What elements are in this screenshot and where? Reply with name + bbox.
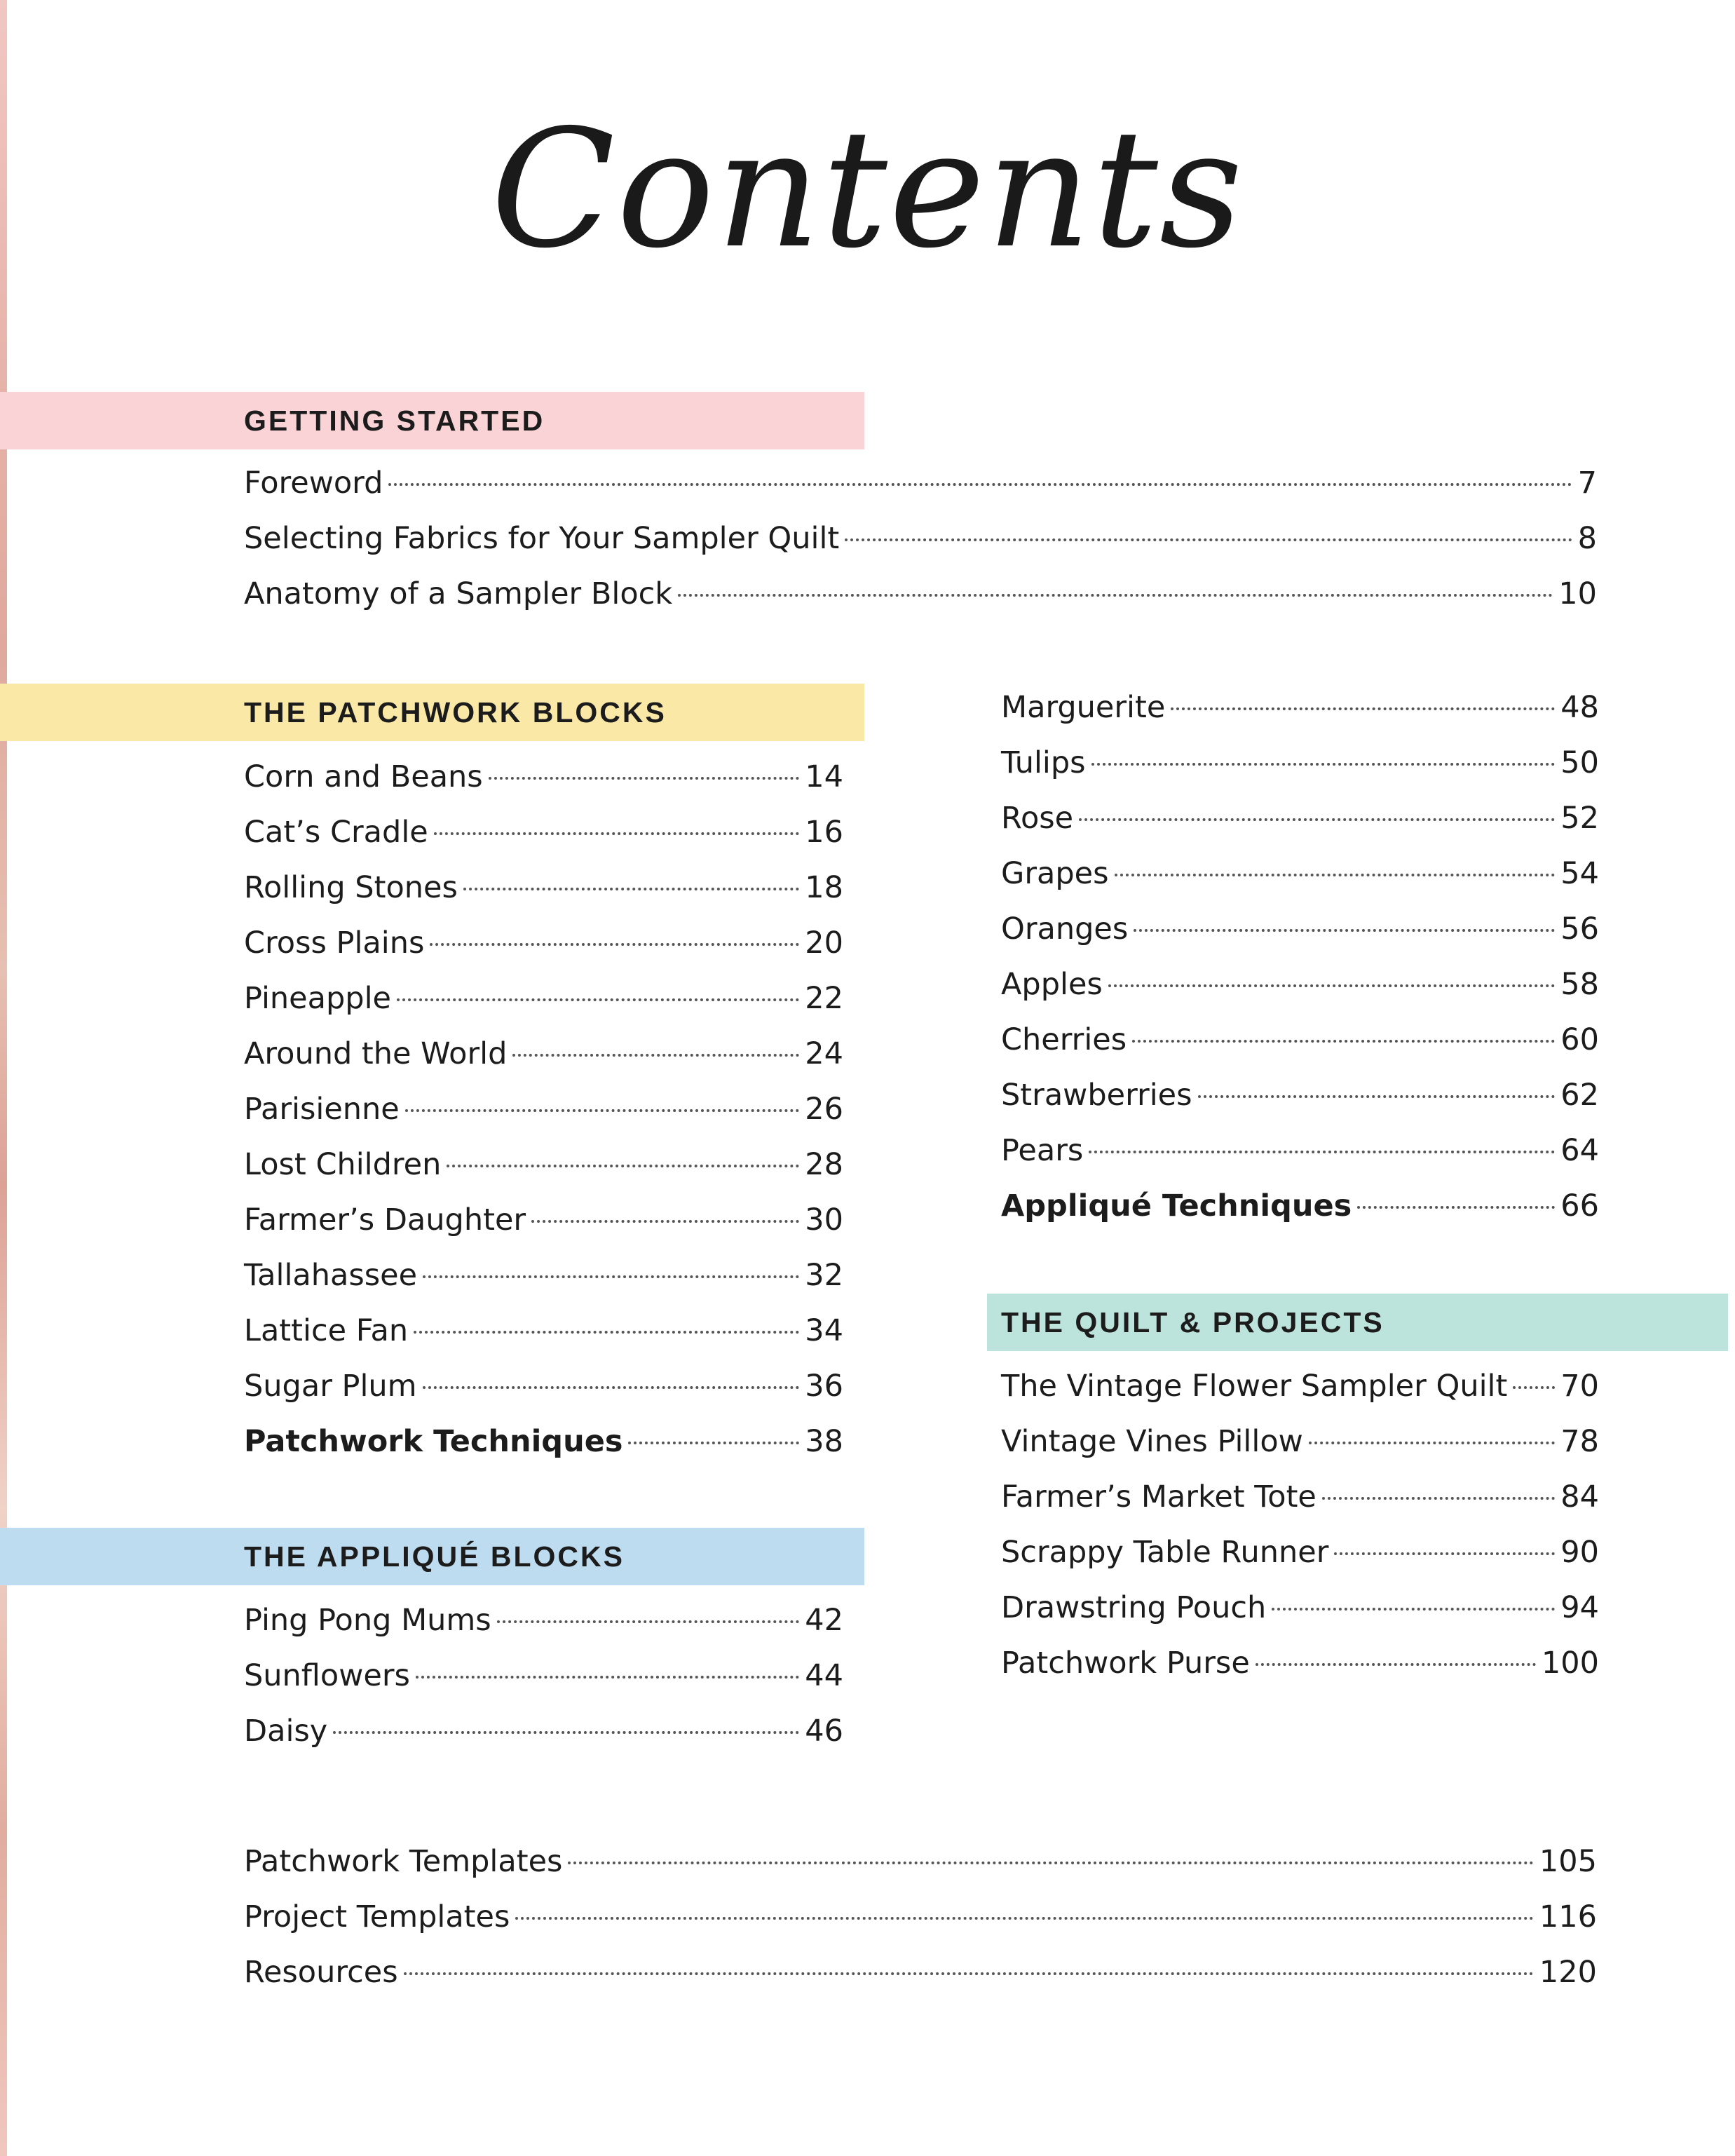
toc-entry-page-number: 32 <box>805 1258 843 1293</box>
toc-entry <box>244 1147 843 1202</box>
toc-entry-title: Vintage Vines Pillow <box>1001 1424 1303 1459</box>
toc-entry <box>244 521 1597 576</box>
toc-entry-title: Marguerite <box>1001 690 1166 725</box>
dot-leader <box>678 594 1553 597</box>
toc-entry-page-number: 30 <box>805 1202 843 1238</box>
toc-entry-title: Foreword <box>244 466 383 501</box>
toc-entry-page-number: 7 <box>1577 466 1597 501</box>
toc-entry <box>1001 1646 1599 1701</box>
dot-leader <box>1132 1040 1555 1043</box>
toc-entry <box>1001 1479 1599 1535</box>
dot-leader <box>1089 1151 1555 1153</box>
toc-entry-title: Daisy <box>244 1714 328 1749</box>
toc-entry-title: Patchwork Purse <box>1001 1646 1250 1681</box>
toc-entry-title: Sunflowers <box>244 1658 410 1693</box>
dot-leader <box>1272 1608 1555 1611</box>
section-band-quilt-projects <box>987 1294 1728 1351</box>
toc-entry-title: Anatomy of a Sampler Block <box>244 576 673 611</box>
toc-entry-title: Strawberries <box>1001 1078 1192 1113</box>
toc-entry-title: Cherries <box>1001 1022 1127 1057</box>
toc-entry-page-number: 48 <box>1560 690 1599 725</box>
section-heading: THE APPLIQUÉ BLOCKS <box>244 1540 625 1573</box>
toc-entry-page-number: 14 <box>805 759 843 794</box>
dot-leader <box>423 1275 799 1278</box>
dot-leader <box>1171 707 1555 710</box>
dot-leader <box>628 1442 799 1444</box>
dot-leader <box>414 1331 799 1334</box>
toc-entry-page-number: 52 <box>1560 801 1599 836</box>
toc-entry <box>1001 1535 1599 1590</box>
dot-leader <box>404 1972 1534 1975</box>
toc-entry-title: Rolling Stones <box>244 870 458 905</box>
toc-entry-title: Pears <box>1001 1133 1084 1168</box>
toc-entry-page-number: 105 <box>1539 1844 1597 1879</box>
toc-entry-page-number: 100 <box>1541 1646 1599 1681</box>
toc-entry-title: Appliqué Techniques <box>1001 1188 1352 1223</box>
toc-entry <box>1001 690 1599 745</box>
toc-entry-page-number: 84 <box>1560 1479 1599 1514</box>
toc-entry-page-number: 16 <box>805 815 843 850</box>
dot-leader <box>333 1731 799 1734</box>
toc-list-applique-blocks <box>244 1603 843 1769</box>
toc-entry <box>1001 745 1599 801</box>
toc-entry <box>244 1036 843 1092</box>
toc-entry-page-number: 94 <box>1560 1590 1599 1625</box>
section-band-applique-blocks <box>0 1528 864 1585</box>
toc-entry <box>244 1714 843 1769</box>
toc-entry-page-number: 44 <box>805 1658 843 1693</box>
toc-entry <box>1001 1133 1599 1188</box>
dot-leader <box>531 1220 799 1223</box>
dot-leader <box>1108 984 1555 987</box>
toc-entry-title: Apples <box>1001 967 1103 1002</box>
toc-entry <box>244 1603 843 1658</box>
section-heading: GETTING STARTED <box>244 405 545 437</box>
toc-entry-title: Tallahassee <box>244 1258 418 1293</box>
dot-leader <box>1256 1663 1536 1666</box>
toc-entry <box>244 1202 843 1258</box>
toc-list-quilt-projects <box>1001 1369 1599 1701</box>
toc-entry-page-number: 28 <box>805 1147 843 1182</box>
toc-entry-title: Corn and Beans <box>244 759 483 794</box>
dot-leader <box>1513 1386 1555 1389</box>
section-heading: THE QUILT & PROJECTS <box>1001 1306 1384 1338</box>
toc-entry-page-number: 18 <box>805 870 843 905</box>
dot-leader <box>463 888 799 890</box>
fabric-edge-strip <box>0 0 7 2156</box>
toc-entry <box>244 1658 843 1714</box>
toc-entry-title: The Vintage Flower Sampler Quilt <box>1001 1369 1508 1404</box>
toc-entry-title: Drawstring Pouch <box>1001 1590 1267 1625</box>
toc-entry <box>244 870 843 926</box>
dot-leader <box>434 832 800 835</box>
dot-leader <box>1091 763 1556 766</box>
toc-entry <box>1001 1369 1599 1424</box>
toc-entry-page-number: 56 <box>1560 911 1599 947</box>
dot-leader <box>512 1054 799 1057</box>
dot-leader <box>1115 874 1556 876</box>
dot-leader <box>1334 1552 1555 1555</box>
toc-entry <box>1001 1022 1599 1078</box>
toc-entry-page-number: 70 <box>1560 1369 1599 1404</box>
dot-leader <box>1357 1206 1555 1209</box>
toc-list-patchwork-blocks <box>244 759 843 1479</box>
toc-list-back-matter <box>244 1844 1597 2010</box>
toc-entry-page-number: 24 <box>805 1036 843 1071</box>
toc-entry <box>1001 801 1599 856</box>
toc-entry-title: Ping Pong Mums <box>244 1603 491 1638</box>
toc-entry <box>244 1258 843 1313</box>
toc-entry-page-number: 50 <box>1560 745 1599 780</box>
toc-entry <box>244 1369 843 1424</box>
toc-entry-title: Farmer’s Daughter <box>244 1202 526 1238</box>
toc-entry-page-number: 42 <box>805 1603 843 1638</box>
toc-entry-title: Sugar Plum <box>244 1369 417 1404</box>
toc-entry <box>1001 1188 1599 1244</box>
toc-entry-title: Oranges <box>1001 911 1129 947</box>
dot-leader <box>568 1862 1533 1864</box>
toc-entry-page-number: 78 <box>1560 1424 1599 1459</box>
dot-leader <box>447 1165 799 1167</box>
section-band-getting-started <box>0 392 864 449</box>
toc-entry-title: Farmer’s Market Tote <box>1001 1479 1316 1514</box>
toc-list-applique-continued <box>1001 690 1599 1244</box>
toc-entry <box>244 759 843 815</box>
toc-entry-page-number: 36 <box>805 1369 843 1404</box>
toc-entry-page-number: 20 <box>805 926 843 961</box>
toc-entry <box>1001 1590 1599 1646</box>
toc-entry-title: Lost Children <box>244 1147 442 1182</box>
toc-entry-page-number: 90 <box>1560 1535 1599 1570</box>
dot-leader <box>1322 1497 1555 1500</box>
toc-entry-page-number: 22 <box>805 981 843 1016</box>
toc-entry-title: Cat’s Cradle <box>244 815 428 850</box>
toc-entry <box>244 1313 843 1369</box>
toc-entry-page-number: 34 <box>805 1313 843 1348</box>
toc-entry <box>244 576 1597 632</box>
toc-entry <box>244 815 843 870</box>
toc-entry-title: Lattice Fan <box>244 1313 409 1348</box>
toc-entry-page-number: 58 <box>1560 967 1599 1002</box>
toc-entry-page-number: 120 <box>1539 1955 1597 1990</box>
toc-entry-page-number: 64 <box>1560 1133 1599 1168</box>
dot-leader <box>416 1676 799 1679</box>
toc-entry-title: Resources <box>244 1955 398 1990</box>
dot-leader <box>1134 929 1555 932</box>
toc-entry-title: Patchwork Techniques <box>244 1424 623 1459</box>
toc-entry <box>1001 1424 1599 1479</box>
toc-entry-title: Cross Plains <box>244 926 425 961</box>
toc-list-getting-started <box>244 466 1597 632</box>
toc-entry-title: Rose <box>1001 801 1074 836</box>
toc-entry-page-number: 46 <box>805 1714 843 1749</box>
toc-entry <box>244 1844 1597 1899</box>
dot-leader <box>430 943 799 946</box>
toc-entry-page-number: 60 <box>1560 1022 1599 1057</box>
toc-entry <box>244 981 843 1036</box>
dot-leader <box>397 998 799 1001</box>
dot-leader <box>388 483 1572 486</box>
toc-entry-title: Parisienne <box>244 1092 400 1127</box>
toc-entry <box>1001 1078 1599 1133</box>
toc-entry-page-number: 54 <box>1560 856 1599 891</box>
section-heading: THE PATCHWORK BLOCKS <box>244 696 667 728</box>
dot-leader <box>1309 1442 1555 1444</box>
dot-leader <box>497 1620 800 1623</box>
dot-leader <box>1079 818 1555 821</box>
dot-leader <box>845 538 1572 541</box>
toc-entry <box>244 1899 1597 1955</box>
toc-entry <box>1001 967 1599 1022</box>
toc-entry-title: Selecting Fabrics for Your Sampler Quilt <box>244 521 840 556</box>
toc-entry <box>244 1955 1597 2010</box>
toc-entry <box>244 466 1597 521</box>
toc-entry <box>244 1092 843 1147</box>
dot-leader <box>489 777 800 780</box>
toc-entry-title: Tulips <box>1001 745 1086 780</box>
section-band-patchwork-blocks <box>0 684 864 741</box>
toc-entry-title: Around the World <box>244 1036 508 1071</box>
toc-entry-page-number: 62 <box>1560 1078 1599 1113</box>
toc-entry <box>1001 856 1599 911</box>
toc-entry-page-number: 66 <box>1560 1188 1599 1223</box>
dot-leader <box>1198 1095 1556 1098</box>
toc-entry-page-number: 26 <box>805 1092 843 1127</box>
toc-entry-title: Grapes <box>1001 856 1109 891</box>
toc-entry-title: Project Templates <box>244 1899 510 1934</box>
toc-entry-page-number: 10 <box>1558 576 1597 611</box>
toc-entry-title: Pineapple <box>244 981 391 1016</box>
toc-entry-page-number: 38 <box>805 1424 843 1459</box>
dot-leader <box>515 1917 1534 1920</box>
dot-leader <box>423 1386 800 1389</box>
toc-entry-page-number: 116 <box>1539 1899 1597 1934</box>
dot-leader <box>405 1109 800 1112</box>
toc-entry-title: Scrappy Table Runner <box>1001 1535 1329 1570</box>
toc-entry <box>1001 911 1599 967</box>
toc-entry <box>244 926 843 981</box>
toc-entry-page-number: 8 <box>1577 521 1597 556</box>
toc-entry <box>244 1424 843 1479</box>
page-title: Contents <box>491 95 1244 284</box>
toc-entry-title: Patchwork Templates <box>244 1844 563 1879</box>
